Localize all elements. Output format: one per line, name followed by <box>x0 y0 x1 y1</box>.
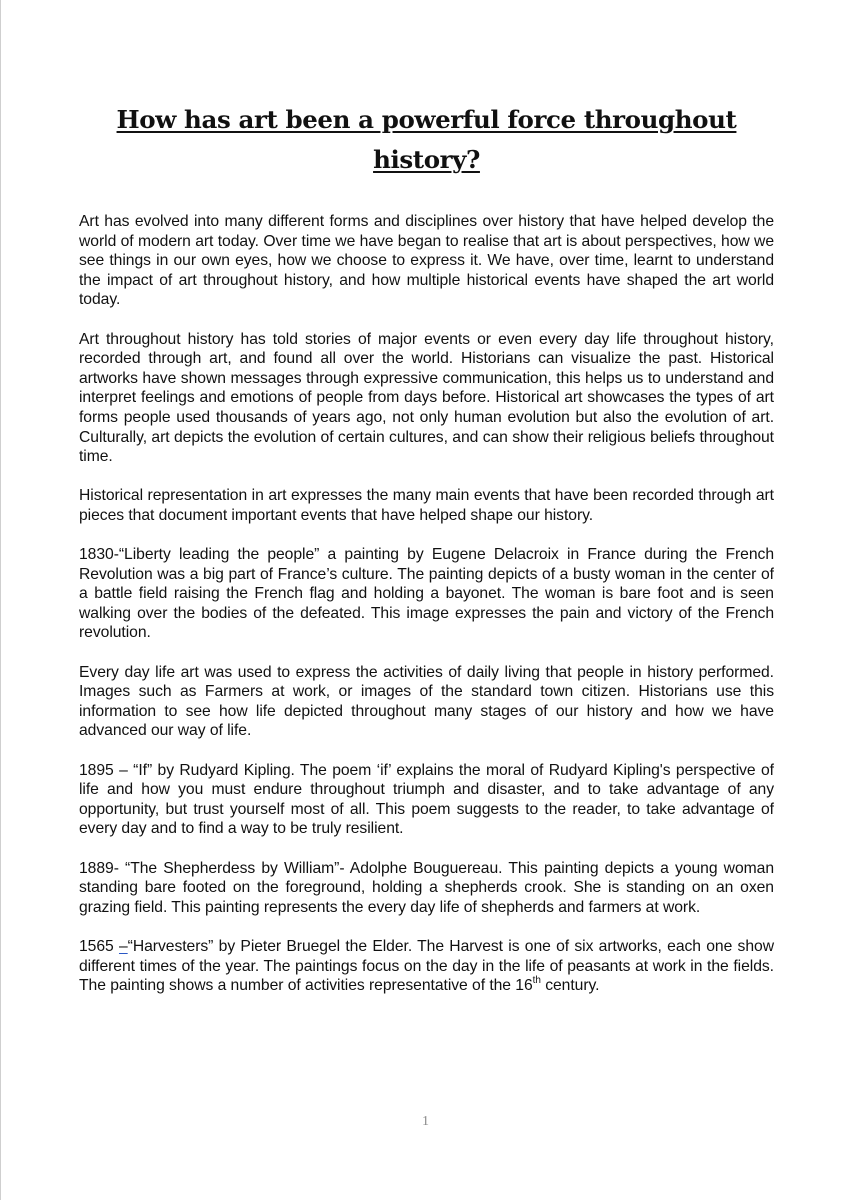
document-body <box>79 100 774 1015</box>
paragraph-intro: Art has evolved into many different forms and disciplines over history that have helped develop the world of modern art today. Over time we have began to realise that art is about perspectives, how we see things in our own eyes, how we choose to express it. We have, over time, learnt to understand the impact of art throughout history, and how multiple historical events have shaped the art world today. <box>79 213 774 309</box>
page-number: 1 <box>422 1114 429 1129</box>
paragraph-shepherdess: 1889- “The Shepherdess by William”- Adolphe Bouguereau. This painting depicts a young woman standing bare footed on the foreground, holding a shepherds crook. She is standing on an oxen grazing field. This painting represents the every day life of shepherds and farmers at work. <box>79 859 774 916</box>
paragraph-history-stories: Art throughout history has told stories of major events or even every day life throughout history, recorded through art, and found all over the world. Historians can visualize the past. Historical artworks have shown messages through expressive communication, this helps us to understand and interpret feelings and emotions of people from days before. Historical art showcases the types of art forms people used thousands of years ago, not only human evolution but also the evolution of art. Culturally, art depicts the evolution of certain cultures, and can show their religious beliefs throughout time. <box>79 330 774 466</box>
paragraph-every-day-life: Every day life art was used to express the activities of daily living that people in history performed. Images such as Farmers at work, or images of the standard town citizen. Historians use this information to see how life depicted throughout many stages of our history and how we have advanced our way of life. <box>79 663 774 740</box>
paragraph-historical-representation: Historical representation in art expresses the many main events that have been recorded through art pieces that document important events that have helped shape our history. <box>79 487 774 524</box>
harvesters-prefix: 1565 <box>79 937 119 955</box>
ordinal-superscript: th <box>532 974 541 986</box>
tracked-change-dash: – <box>118 937 128 955</box>
paragraph-if-kipling: 1895 – “If” by Rudyard Kipling. The poem ‘if’ explains the moral of Rudyard Kipling's perspective of life and how you must endure throughout triumph and disaster, and to take advantage of any opportunity, but trust yourself most of all. This poem suggests to the reader, to take advantage of every day and to find a way to be truly resilient. <box>79 761 774 838</box>
harvesters-body: “Harvesters” by Pieter Bruegel the Elder. The Harvest is one of six artworks, each one show different times of the year. The paintings focus on the day in the life of peasants at work in the fields. The painting shows a number of activities representative of the 16 <box>79 937 774 995</box>
paragraph-liberty-leading: 1830-“Liberty leading the people” a painting by Eugene Delacroix in France during the French Revolution was a big part of France’s culture. The painting depicts of a busty woman in the center of a battle field raising the French flag and holding a bayonet. The woman is bare foot and is seen walking over the bodies of the defeated. This image expresses the pain and victory of the French revolution. <box>79 546 774 642</box>
paragraph-harvesters <box>79 937 774 996</box>
harvesters-suffix: century. <box>540 977 600 995</box>
document-title: How has art been a powerful force throughout history? <box>116 105 737 174</box>
